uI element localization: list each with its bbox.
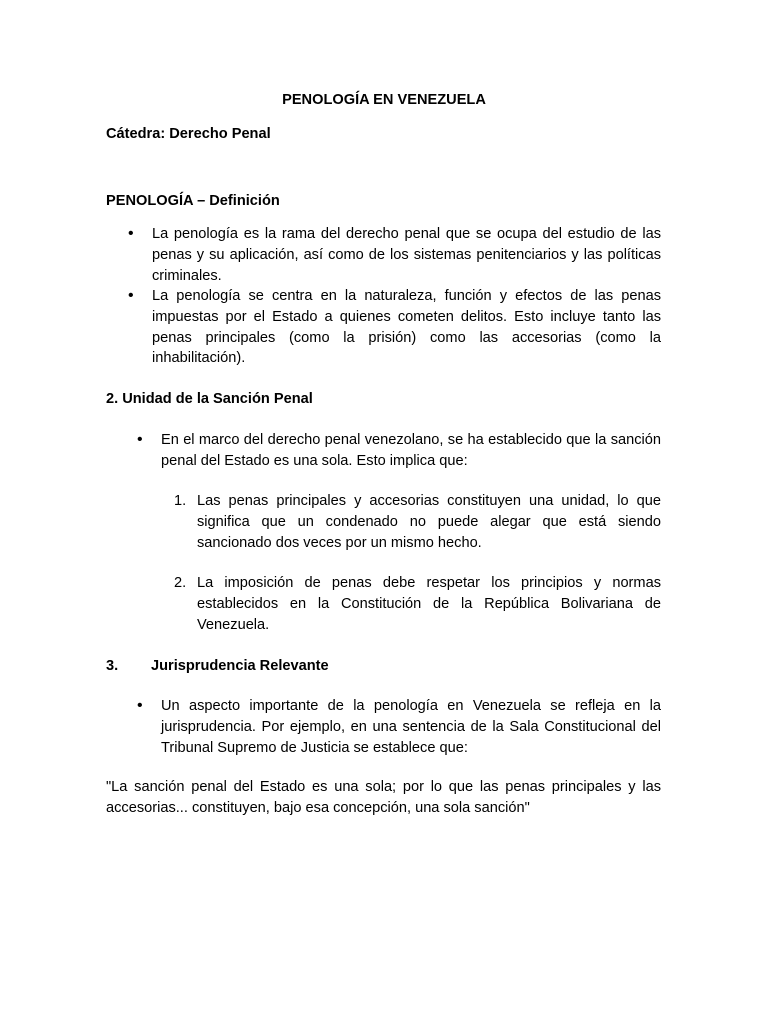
list-item: Un aspecto importante de la penología en Venezuela se refleja en la jurisprudencia. Por ejemplo, en una sentencia de la Sala Constitucional del Tribunal Supremo de Justicia se establece que: <box>161 698 661 756</box>
list-number: 1. <box>174 493 187 509</box>
list-number: 2. <box>174 575 187 591</box>
section-1-heading: PENOLOGÍA – Definición <box>106 193 280 209</box>
section-2-heading: 2. Unidad de la Sanción Penal <box>106 391 313 407</box>
section-3-title: Jurisprudencia Relevante <box>151 658 329 674</box>
jurisprudence-quote: "La sanción penal del Estado es una sola; por lo que las penas principales y las accesorias... constituyen, bajo esa concepción, una sola sanción" <box>106 779 661 816</box>
bullet-icon: • <box>137 697 143 714</box>
numbered-item: La imposición de penas debe respetar los principios y normas establecidos en la Constitución de la República Bolivariana de Venezuela. <box>197 575 661 633</box>
list-item: La penología es la rama del derecho penal que se ocupa del estudio de las penas y su aplicación, así como de los sistemas penitenciarios y las políticas criminales. <box>152 226 661 284</box>
bullet-icon: • <box>128 225 134 242</box>
bullet-icon: • <box>137 431 143 448</box>
catedra-label: Cátedra: Derecho Penal <box>106 126 271 142</box>
list-item: La penología se centra en la naturaleza, función y efectos de las penas impuestas por el Estado a quienes cometen delitos. Esto incluye tanto las penas principales (como la prisión) como las accesorias (como la inhabilitación). <box>152 288 661 367</box>
list-item: En el marco del derecho penal venezolano, se ha establecido que la sanción penal del Estado es una sola. Esto implica que: <box>161 432 661 469</box>
numbered-item: Las penas principales y accesorias constituyen una unidad, lo que significa que un condenado no puede alegar que está siendo sancionado dos veces por un mismo hecho. <box>197 493 661 551</box>
document-title: PENOLOGÍA EN VENEZUELA <box>282 92 486 108</box>
bullet-icon: • <box>128 287 134 304</box>
section-3-number: 3. <box>106 658 119 674</box>
section-3-heading <box>106 656 329 677</box>
